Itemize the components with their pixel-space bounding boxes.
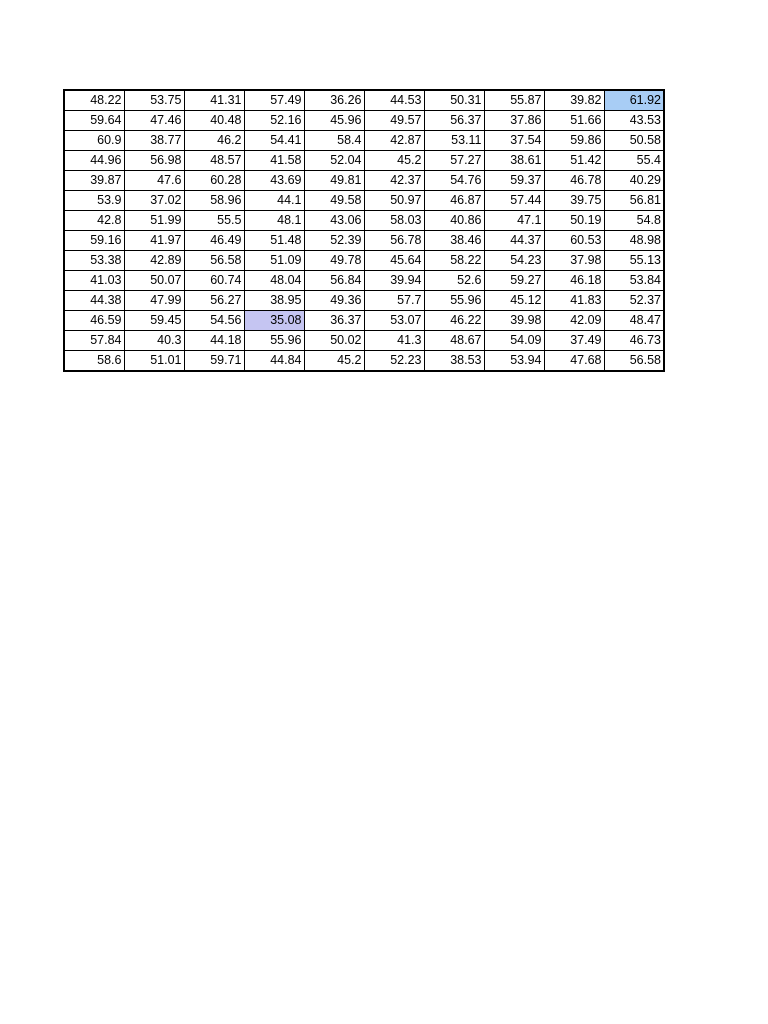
highlighted-cell-max[interactable]: 61.92: [604, 90, 664, 111]
table-row: [64, 90, 664, 111]
table-cell[interactable]: 55.96: [424, 291, 484, 311]
table-cell[interactable]: 55.87: [484, 90, 544, 111]
table-cell[interactable]: 50.02: [304, 331, 364, 351]
table-cell[interactable]: 39.94: [364, 271, 424, 291]
table-cell[interactable]: 42.37: [364, 171, 424, 191]
table-cell[interactable]: 58.03: [364, 211, 424, 231]
table-cell[interactable]: 58.6: [64, 351, 124, 372]
table-row: [64, 231, 664, 251]
table-cell[interactable]: 41.03: [64, 271, 124, 291]
table-cell[interactable]: 48.1: [244, 211, 304, 231]
table-cell[interactable]: 47.68: [544, 351, 604, 372]
table-cell[interactable]: 59.27: [484, 271, 544, 291]
table-row: [64, 191, 664, 211]
table-cell[interactable]: 57.44: [484, 191, 544, 211]
table-cell[interactable]: 56.81: [604, 191, 664, 211]
table-cell[interactable]: 45.2: [364, 151, 424, 171]
table-cell[interactable]: 47.46: [124, 111, 184, 131]
table-cell[interactable]: 60.74: [184, 271, 244, 291]
table-cell[interactable]: 48.22: [64, 90, 124, 111]
table-cell[interactable]: 55.4: [604, 151, 664, 171]
table-cell[interactable]: 54.56: [184, 311, 244, 331]
table-cell[interactable]: 51.99: [124, 211, 184, 231]
data-table: [63, 89, 665, 372]
table-cell[interactable]: 54.23: [484, 251, 544, 271]
table-cell[interactable]: 41.83: [544, 291, 604, 311]
table-cell[interactable]: 57.7: [364, 291, 424, 311]
table-cell[interactable]: 46.78: [544, 171, 604, 191]
table-cell[interactable]: 56.84: [304, 271, 364, 291]
table-cell[interactable]: 37.54: [484, 131, 544, 151]
table-cell[interactable]: 41.31: [184, 90, 244, 111]
table-row: [64, 131, 664, 151]
table-cell[interactable]: 48.57: [184, 151, 244, 171]
table-cell[interactable]: 44.18: [184, 331, 244, 351]
table-cell[interactable]: 56.58: [184, 251, 244, 271]
table-cell[interactable]: 37.98: [544, 251, 604, 271]
table-cell[interactable]: 44.1: [244, 191, 304, 211]
table-cell[interactable]: 52.16: [244, 111, 304, 131]
table-cell[interactable]: 43.06: [304, 211, 364, 231]
table-cell[interactable]: 59.86: [544, 131, 604, 151]
table-row: [64, 271, 664, 291]
table-cell[interactable]: 41.3: [364, 331, 424, 351]
table-cell[interactable]: 56.27: [184, 291, 244, 311]
table-cell[interactable]: 48.98: [604, 231, 664, 251]
data-table-body: [64, 90, 664, 371]
table-cell[interactable]: 44.84: [244, 351, 304, 372]
table-cell[interactable]: 53.9: [64, 191, 124, 211]
table-cell[interactable]: 51.01: [124, 351, 184, 372]
table-cell[interactable]: 48.04: [244, 271, 304, 291]
table-cell[interactable]: 44.53: [364, 90, 424, 111]
table-row: [64, 331, 664, 351]
table-cell[interactable]: 42.8: [64, 211, 124, 231]
table-row: [64, 151, 664, 171]
table-row: [64, 211, 664, 231]
table-cell[interactable]: 59.71: [184, 351, 244, 372]
table-cell[interactable]: 50.58: [604, 131, 664, 151]
table-cell[interactable]: 40.48: [184, 111, 244, 131]
table-cell[interactable]: 37.49: [544, 331, 604, 351]
table-cell[interactable]: 40.3: [124, 331, 184, 351]
table-cell[interactable]: 54.8: [604, 211, 664, 231]
table-row: [64, 291, 664, 311]
table-cell[interactable]: 51.66: [544, 111, 604, 131]
table-cell[interactable]: 49.36: [304, 291, 364, 311]
table-cell[interactable]: 43.53: [604, 111, 664, 131]
table-cell[interactable]: 41.97: [124, 231, 184, 251]
table-cell[interactable]: 59.45: [124, 311, 184, 331]
table-cell[interactable]: 55.13: [604, 251, 664, 271]
table-cell[interactable]: 44.37: [484, 231, 544, 251]
table-cell[interactable]: 49.78: [304, 251, 364, 271]
table-cell[interactable]: 44.96: [64, 151, 124, 171]
table-cell[interactable]: 52.04: [304, 151, 364, 171]
table-cell[interactable]: 43.69: [244, 171, 304, 191]
table-cell[interactable]: 57.49: [244, 90, 304, 111]
table-cell[interactable]: 53.84: [604, 271, 664, 291]
table-cell[interactable]: 45.2: [304, 351, 364, 372]
table-cell[interactable]: 48.47: [604, 311, 664, 331]
table-cell[interactable]: 38.95: [244, 291, 304, 311]
table-cell[interactable]: 53.11: [424, 131, 484, 151]
table-cell[interactable]: 53.75: [124, 90, 184, 111]
table-cell[interactable]: 52.6: [424, 271, 484, 291]
table-cell[interactable]: 50.31: [424, 90, 484, 111]
table-cell[interactable]: 46.2: [184, 131, 244, 151]
table-cell[interactable]: 59.16: [64, 231, 124, 251]
table-cell[interactable]: 37.86: [484, 111, 544, 131]
table-cell[interactable]: 59.64: [64, 111, 124, 131]
table-cell[interactable]: 51.48: [244, 231, 304, 251]
table-cell[interactable]: 56.58: [604, 351, 664, 372]
table-cell[interactable]: 60.28: [184, 171, 244, 191]
table-cell[interactable]: 57.27: [424, 151, 484, 171]
table-cell[interactable]: 39.82: [544, 90, 604, 111]
table-cell[interactable]: 38.46: [424, 231, 484, 251]
table-cell[interactable]: 38.53: [424, 351, 484, 372]
table-cell[interactable]: 53.94: [484, 351, 544, 372]
table-cell[interactable]: 40.86: [424, 211, 484, 231]
table-row: [64, 111, 664, 131]
table-cell[interactable]: 36.37: [304, 311, 364, 331]
table-cell[interactable]: 49.81: [304, 171, 364, 191]
table-cell[interactable]: 41.58: [244, 151, 304, 171]
table-cell[interactable]: 40.29: [604, 171, 664, 191]
table-cell[interactable]: 50.07: [124, 271, 184, 291]
table-cell[interactable]: 39.98: [484, 311, 544, 331]
table-cell[interactable]: 52.23: [364, 351, 424, 372]
table-cell[interactable]: 53.38: [64, 251, 124, 271]
table-cell[interactable]: 51.09: [244, 251, 304, 271]
table-cell[interactable]: 39.75: [544, 191, 604, 211]
table-cell[interactable]: 49.57: [364, 111, 424, 131]
table-cell[interactable]: 42.87: [364, 131, 424, 151]
table-cell[interactable]: 45.96: [304, 111, 364, 131]
table-cell[interactable]: 46.49: [184, 231, 244, 251]
table-cell[interactable]: 46.18: [544, 271, 604, 291]
table-cell[interactable]: 42.89: [124, 251, 184, 271]
table-row: [64, 351, 664, 372]
table-cell[interactable]: 45.64: [364, 251, 424, 271]
table-cell[interactable]: 47.99: [124, 291, 184, 311]
table-cell[interactable]: 49.58: [304, 191, 364, 211]
table-cell[interactable]: 39.87: [64, 171, 124, 191]
table-cell[interactable]: 42.09: [544, 311, 604, 331]
table-cell[interactable]: 52.39: [304, 231, 364, 251]
table-cell[interactable]: 48.67: [424, 331, 484, 351]
table-cell[interactable]: 46.22: [424, 311, 484, 331]
table-cell[interactable]: 60.9: [64, 131, 124, 151]
table-cell[interactable]: 56.37: [424, 111, 484, 131]
table-row: [64, 171, 664, 191]
table-cell[interactable]: 54.41: [244, 131, 304, 151]
table-cell[interactable]: 47.6: [124, 171, 184, 191]
table-cell[interactable]: 45.12: [484, 291, 544, 311]
table-row: [64, 311, 664, 331]
table-cell[interactable]: 58.4: [304, 131, 364, 151]
table-cell[interactable]: 56.78: [364, 231, 424, 251]
table-cell[interactable]: 50.97: [364, 191, 424, 211]
table-cell[interactable]: 58.96: [184, 191, 244, 211]
table-cell[interactable]: 59.37: [484, 171, 544, 191]
table-cell[interactable]: 53.07: [364, 311, 424, 331]
table-cell[interactable]: 52.37: [604, 291, 664, 311]
table-row: [64, 251, 664, 271]
highlighted-cell-min[interactable]: 35.08: [244, 311, 304, 331]
table-cell[interactable]: 54.76: [424, 171, 484, 191]
table-cell[interactable]: 58.22: [424, 251, 484, 271]
table-cell[interactable]: 51.42: [544, 151, 604, 171]
table-cell[interactable]: 38.77: [124, 131, 184, 151]
table-cell[interactable]: 50.19: [544, 211, 604, 231]
table-cell[interactable]: 36.26: [304, 90, 364, 111]
table-cell[interactable]: 47.1: [484, 211, 544, 231]
table-cell[interactable]: 60.53: [544, 231, 604, 251]
table-cell[interactable]: 37.02: [124, 191, 184, 211]
table-cell[interactable]: 55.5: [184, 211, 244, 231]
table-cell[interactable]: 38.61: [484, 151, 544, 171]
table-cell[interactable]: 55.96: [244, 331, 304, 351]
table-cell[interactable]: 46.87: [424, 191, 484, 211]
table-cell[interactable]: 56.98: [124, 151, 184, 171]
table-cell[interactable]: 44.38: [64, 291, 124, 311]
table-cell[interactable]: 54.09: [484, 331, 544, 351]
table-cell[interactable]: 57.84: [64, 331, 124, 351]
table-cell[interactable]: 46.59: [64, 311, 124, 331]
table-cell[interactable]: 46.73: [604, 331, 664, 351]
